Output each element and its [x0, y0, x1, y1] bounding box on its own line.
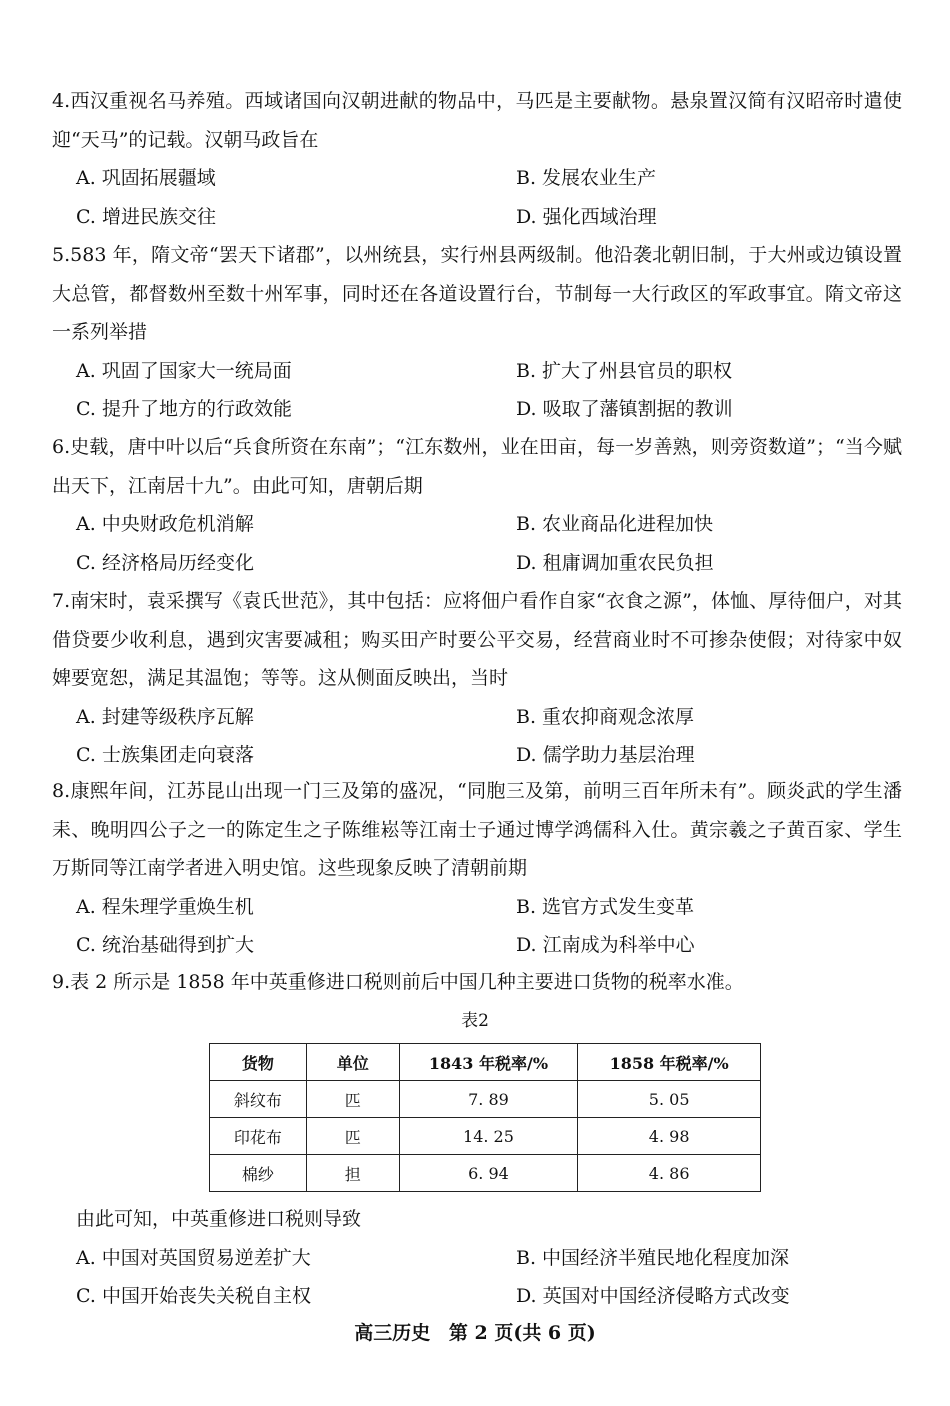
option-b: B. 发展农业生产: [516, 167, 657, 189]
question-stem: 6.史载，唐中叶以后“兵食所资在东南”；“江东数州，业在田亩，每一岁善熟，则旁资数道”；“当今赋出天下，江南居十九”。由此可知，唐朝后期: [52, 436, 902, 497]
cell-unit: 担: [306, 1155, 399, 1192]
cell-goods: 棉纱: [210, 1155, 307, 1192]
question-9-options: [52, 1200, 902, 1316]
option-d: D. 英国对中国经济侵略方式改变: [516, 1285, 790, 1307]
question-7: [52, 582, 902, 775]
options: [52, 159, 902, 236]
header-1843-rate: 1843 年税率/%: [399, 1044, 578, 1081]
option-c: C. 增进民族交往: [76, 205, 216, 228]
option-a: A. 中国对英国贸易逆差扩大: [76, 1246, 311, 1269]
tax-rate-table: [209, 1043, 761, 1192]
page-footer: [0, 1318, 950, 1345]
question-stem: 5.583 年，隋文帝“罢天下诸郡”，以州统县，实行州县两级制。他沿袭北朝旧制，于大州或边镇设置大总管，都督数州至数十州军事，同时还在各道设置行台，节制每一大行政区的军政事宜。隋文帝这一系列举措: [52, 244, 902, 343]
table-row: [210, 1155, 761, 1192]
options: [52, 352, 902, 429]
cell-1843: 14. 25: [399, 1118, 578, 1155]
header-1858-rate: 1858 年税率/%: [578, 1044, 761, 1081]
cell-unit: 匹: [306, 1118, 399, 1155]
option-d: D. 吸取了藩镇割据的教训: [516, 398, 733, 420]
question-stem: 7.南宋时，袁采撰写《袁氏世范》，其中包括：应将佃户看作自家“衣食之源”，体恤、厚待佃户，对其借贷要少收利息，遇到灾害要减租；购买田产时要公平交易，经营商业时不可掺杂使假；对待家中奴婢要宽恕，满足其温饱；等等。这从侧面反映出，当时: [52, 590, 902, 689]
cell-1858: 4. 86: [578, 1155, 761, 1192]
option-a: A. 巩固拓展疆域: [76, 167, 216, 189]
footer-page-number: 第 2 页(共 6 页): [448, 1322, 596, 1344]
option-a: A. 封建等级秩序瓦解: [76, 705, 254, 728]
cell-goods: 印花布: [210, 1118, 307, 1155]
option-c: C. 提升了地方的行政效能: [76, 398, 292, 420]
option-d: D. 强化西域治理: [516, 205, 657, 228]
option-a: A. 巩固了国家大一统局面: [76, 359, 292, 382]
options: [52, 1239, 902, 1316]
options: [52, 505, 902, 582]
table-caption: 表2: [461, 1011, 489, 1031]
question-stem: 9.表 2 所示是 1858 年中英重修进口税则前后中国几种主要进口货物的税率水准。: [52, 971, 744, 993]
question-6: [52, 428, 902, 582]
question-stem: 8.康熙年间，江苏昆山出现一门三及第的盛况，“同胞三及第，前明三百年所未有”。顾炎武的学生潘耒、晚明四公子之一的陈定生之子陈维崧等江南士子通过博学鸿儒科入仕。黄宗羲之子黄百家、学生万斯同等江南学者进入明史馆。这些现象反映了清朝前期: [52, 780, 902, 879]
header-unit: 单位: [306, 1044, 399, 1081]
footer-subject: 高三历史: [354, 1322, 431, 1344]
question-stem: 4.西汉重视名马养殖。西域诸国向汉朝进献的物品中，马匹是主要献物。悬泉置汉简有汉昭帝时遣使迎“天马”的记载。汉朝马政旨在: [52, 90, 902, 151]
option-c: C. 士族集团走向衰落: [76, 744, 254, 766]
option-b: B. 重农抑商观念浓厚: [516, 705, 695, 728]
question-4: [52, 82, 902, 236]
cell-1843: 7. 89: [399, 1081, 578, 1118]
cell-unit: 匹: [306, 1081, 399, 1118]
option-b: B. 农业商品化进程加快: [516, 513, 714, 535]
cell-goods: 斜纹布: [210, 1081, 307, 1118]
cell-1858: 4. 98: [578, 1118, 761, 1155]
question-lead: 由此可知，中英重修进口税则导致: [76, 1208, 362, 1230]
option-b: B. 中国经济半殖民地化程度加深: [516, 1246, 790, 1269]
option-d: D. 江南成为科举中心: [516, 934, 695, 956]
option-a: A. 程朱理学重焕生机: [76, 895, 254, 918]
cell-1858: 5. 05: [578, 1081, 761, 1118]
cell-1843: 6. 94: [399, 1155, 578, 1192]
option-b: B. 选官方式发生变革: [516, 895, 695, 918]
question-5: [52, 236, 902, 429]
option-d: D. 租庸调加重农民负担: [516, 551, 714, 574]
option-c: C. 中国开始丧失关税自主权: [76, 1285, 311, 1307]
option-a: A. 中央财政危机消解: [76, 513, 254, 535]
header-goods: 货物: [210, 1044, 307, 1081]
option-b: B. 扩大了州县官员的职权: [516, 359, 733, 382]
option-c: C. 统治基础得到扩大: [76, 934, 254, 956]
table-header-row: [210, 1044, 761, 1081]
option-d: D. 儒学助力基层治理: [516, 744, 695, 766]
options: [52, 888, 902, 965]
table-row: [210, 1081, 761, 1118]
options: [52, 698, 902, 775]
question-9: [52, 963, 902, 1002]
question-8: [52, 772, 902, 965]
option-c: C. 经济格局历经变化: [76, 551, 254, 574]
table-row: [210, 1118, 761, 1155]
